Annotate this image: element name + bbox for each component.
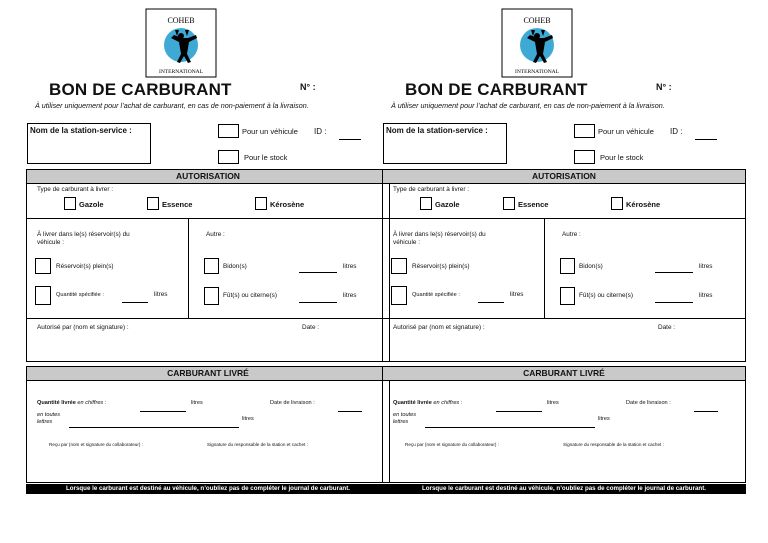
drums-label: Fût(s) ou citerne(s) xyxy=(223,292,277,299)
qty-digits-line[interactable] xyxy=(140,411,186,412)
fuel-voucher-right xyxy=(381,0,747,500)
tanks-full-checkbox[interactable] xyxy=(35,258,51,274)
fuel-type-label: Type de carburant à livrer : xyxy=(393,186,470,193)
in-words-litres: litres xyxy=(242,416,254,422)
specified-qty-checkbox[interactable] xyxy=(391,286,407,305)
tanks-full-label: Réservoir(s) plein(s) xyxy=(56,263,114,270)
other-label: Autre : xyxy=(562,231,581,238)
other-label: Autre : xyxy=(206,231,225,238)
station-name-label: Nom de la station-service : xyxy=(30,126,132,135)
cans-litres: litres xyxy=(343,263,357,270)
coheb-logo xyxy=(501,8,573,78)
vehicle-option-label: Pour un véhicule xyxy=(242,127,298,136)
stock-checkbox[interactable] xyxy=(574,150,595,164)
delivery-date-line[interactable] xyxy=(694,411,718,412)
kerosene-label: Kérosène xyxy=(626,200,661,209)
drums-label: Fût(s) ou citerne(s) xyxy=(579,292,633,299)
voucher-title: BON DE CARBURANT xyxy=(405,80,588,99)
cans-checkbox[interactable] xyxy=(204,258,219,274)
specified-qty-line[interactable] xyxy=(478,302,504,303)
voucher-subtitle: À utiliser uniquement pour l’achat de carburant, en cas de non-paiement à la livraison. xyxy=(35,101,309,110)
voucher-title: BON DE CARBURANT xyxy=(49,80,232,99)
qty-digits-litres: litres xyxy=(191,400,203,406)
tanks-full-label: Réservoir(s) plein(s) xyxy=(412,263,470,270)
delivery-date-label: Date de livraison : xyxy=(626,400,671,406)
station-signature-label: Signature du responsable de la station et cachet : xyxy=(207,442,308,447)
cans-litres: litres xyxy=(699,263,713,270)
fuel-voucher-left xyxy=(25,0,391,500)
specified-qty-label: Quantité spécifiée : xyxy=(56,292,104,298)
id-field-line[interactable] xyxy=(339,139,361,140)
voucher-number-label: N° : xyxy=(300,82,316,92)
vehicle-checkbox[interactable] xyxy=(574,124,595,138)
specified-qty-litres: litres xyxy=(510,291,524,298)
station-name-field[interactable] xyxy=(383,123,507,164)
authorization-panel xyxy=(26,169,390,362)
voucher-number-label: N° : xyxy=(656,82,672,92)
logo-top-text: COHEB xyxy=(167,16,195,25)
deliver-to-tank-label: À livrer dans le(s) réservoir(s) du véhicule : xyxy=(37,231,130,246)
authorization-panel xyxy=(382,169,746,362)
deliver-to-tank-label: À livrer dans le(s) réservoir(s) du véhicule : xyxy=(393,231,486,246)
drums-checkbox[interactable] xyxy=(204,287,219,305)
received-by-label: Reçu par (nom et signature du collaborateur) : xyxy=(405,442,499,447)
specified-qty-litres: litres xyxy=(154,291,168,298)
cans-label: Bidon(s) xyxy=(223,263,247,270)
in-words-line[interactable] xyxy=(425,427,595,428)
id-label: ID : xyxy=(314,127,327,136)
diesel-label: Gazole xyxy=(79,200,104,209)
delivered-header: CARBURANT LIVRÉ xyxy=(27,367,389,381)
delivered-panel xyxy=(382,366,746,483)
qty-digits-line[interactable] xyxy=(496,411,542,412)
diesel-label: Gazole xyxy=(435,200,460,209)
stock-option-label: Pour le stock xyxy=(600,153,644,162)
in-words-litres: litres xyxy=(598,416,610,422)
logo-bottom-text: INTERNATIONAL xyxy=(515,69,559,75)
delivery-date-line[interactable] xyxy=(338,411,362,412)
vehicle-option-label: Pour un véhicule xyxy=(598,127,654,136)
drums-litres: litres xyxy=(699,292,713,299)
qty-digits-litres: litres xyxy=(547,400,559,406)
in-words-label: en toutes lettres xyxy=(393,412,417,425)
qty-digits-label: Quantité livrée en chiffres : xyxy=(37,400,107,406)
qty-digits-label: Quantité livrée en chiffres : xyxy=(393,400,463,406)
cans-line[interactable] xyxy=(655,272,693,273)
authorization-header: AUTORISATION xyxy=(27,170,389,184)
id-field-line[interactable] xyxy=(695,139,717,140)
authorized-by-label: Autorisé par (nom et signature) : xyxy=(37,324,129,331)
stock-option-label: Pour le stock xyxy=(244,153,288,162)
petrol-label: Essence xyxy=(162,200,193,209)
station-signature-label: Signature du responsable de la station et cachet : xyxy=(563,442,664,447)
coheb-logo xyxy=(145,8,217,78)
diesel-checkbox[interactable] xyxy=(64,197,76,210)
petrol-checkbox[interactable] xyxy=(503,197,515,210)
authorized-date-label: Date : xyxy=(658,324,676,331)
cans-label: Bidon(s) xyxy=(579,263,603,270)
drums-line[interactable] xyxy=(299,302,337,303)
kerosene-checkbox[interactable] xyxy=(255,197,267,210)
specified-qty-line[interactable] xyxy=(122,302,148,303)
authorized-date-label: Date : xyxy=(302,324,320,331)
kerosene-checkbox[interactable] xyxy=(611,197,623,210)
fuel-type-label: Type de carburant à livrer : xyxy=(37,186,114,193)
received-by-label: Reçu par (nom et signature du collaborateur) : xyxy=(49,442,143,447)
id-label: ID : xyxy=(670,127,683,136)
delivered-panel xyxy=(26,366,390,483)
stock-checkbox[interactable] xyxy=(218,150,239,164)
delivered-header: CARBURANT LIVRÉ xyxy=(383,367,745,381)
station-name-field[interactable] xyxy=(27,123,151,164)
logo-bottom-text: INTERNATIONAL xyxy=(159,69,203,75)
footer-notice: Lorsque le carburant est destiné au véhicule, n’oubliez pas de compléter le journal de carburant. xyxy=(382,484,746,494)
kerosene-label: Kérosène xyxy=(270,200,305,209)
petrol-label: Essence xyxy=(518,200,549,209)
voucher-subtitle: À utiliser uniquement pour l’achat de carburant, en cas de non-paiement à la livraison. xyxy=(391,101,665,110)
in-words-line[interactable] xyxy=(69,427,239,428)
cans-line[interactable] xyxy=(299,272,337,273)
specified-qty-label: Quantité spécifiée : xyxy=(412,292,460,298)
footer-notice: Lorsque le carburant est destiné au véhicule, n’oubliez pas de compléter le journal de carburant. xyxy=(26,484,390,494)
logo-top-text: COHEB xyxy=(523,16,551,25)
drums-line[interactable] xyxy=(655,302,693,303)
drums-checkbox[interactable] xyxy=(560,287,575,305)
station-name-label: Nom de la station-service : xyxy=(386,126,488,135)
cans-checkbox[interactable] xyxy=(560,258,575,274)
authorization-header: AUTORISATION xyxy=(383,170,745,184)
petrol-checkbox[interactable] xyxy=(147,197,159,210)
drums-litres: litres xyxy=(343,292,357,299)
authorized-by-label: Autorisé par (nom et signature) : xyxy=(393,324,485,331)
vehicle-checkbox[interactable] xyxy=(218,124,239,138)
specified-qty-checkbox[interactable] xyxy=(35,286,51,305)
delivery-date-label: Date de livraison : xyxy=(270,400,315,406)
tanks-full-checkbox[interactable] xyxy=(391,258,407,274)
diesel-checkbox[interactable] xyxy=(420,197,432,210)
in-words-label: en toutes lettres xyxy=(37,412,61,425)
